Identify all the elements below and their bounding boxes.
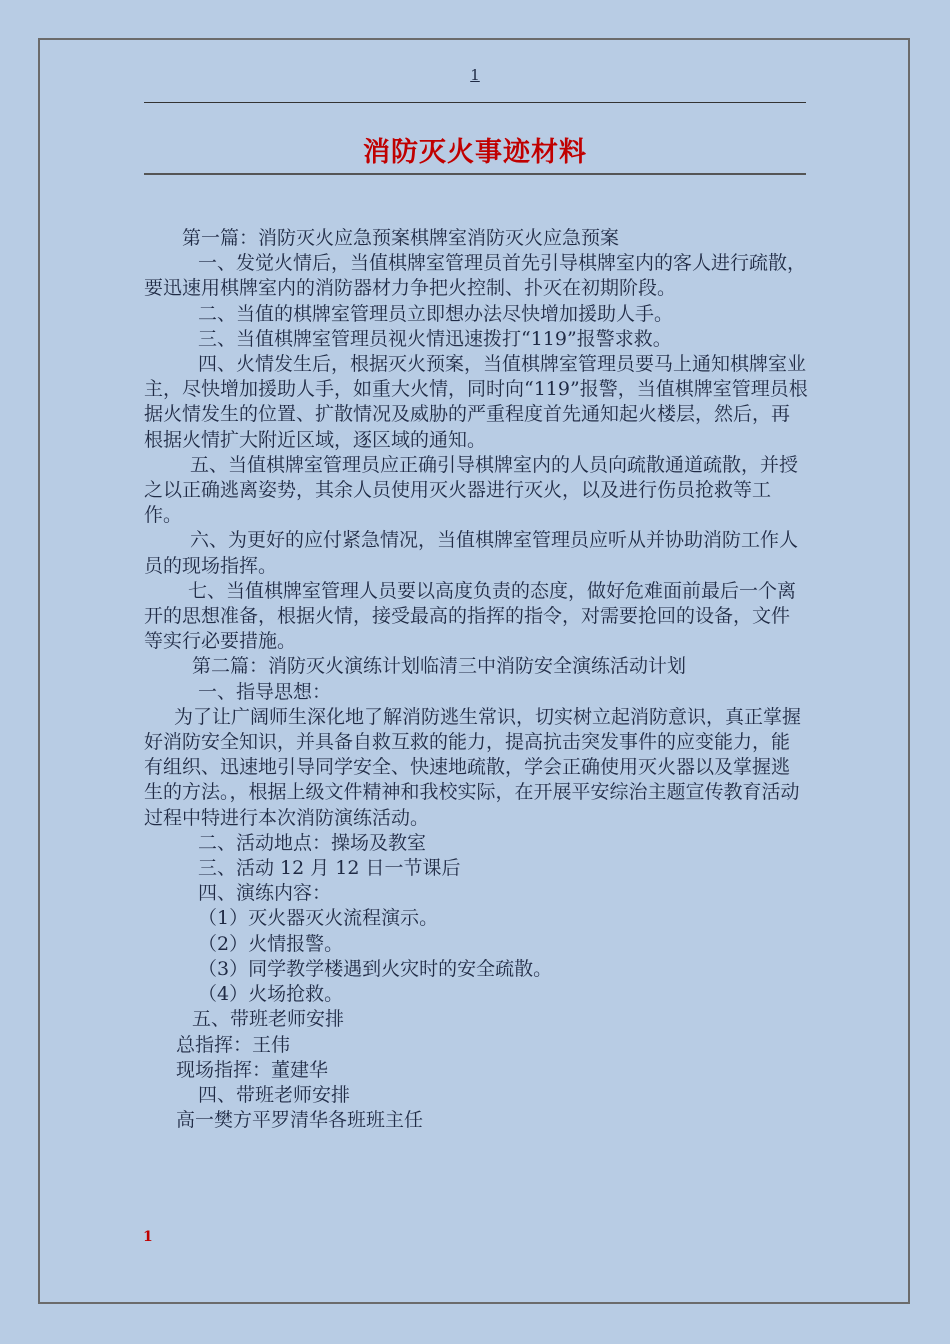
paragraph: 五、带班老师安排 bbox=[192, 1008, 345, 1031]
paragraph: 为了让广阔师生深化地了解消防逃生常识，切实树立起消防意识，真正掌握好消防安全知识，并具备自救互救的能力，提高抗击突发事件的应变能力，能有组织、迅速地引导同学安全、快速地疏散，学会正确使用灭火器以及掌握逃生的方法。，根据上级文件精神和我校实际，在开展平安综治主题宣传教育活动过程中特进行本次消防演练活动。 bbox=[144, 705, 802, 829]
section-heading: 第二篇：消防灭火演练计划临清三中消防安全演练活动计划 bbox=[192, 655, 687, 678]
paragraph: 一、发觉火情后，当值棋牌室管理员首先引导棋牌室内的客人进行疏散，要迅速用棋牌室内的消防器材力争把火控制、扑灭在初期阶段。 bbox=[144, 252, 807, 300]
list-item: （4）火场抢救。 bbox=[198, 983, 344, 1006]
list-item: （2）火情报警。 bbox=[198, 932, 344, 955]
paragraph: 三、活动 12 月 12 日一节课后 bbox=[198, 857, 461, 880]
paragraph: 三、当值棋牌室管理员视火情迅速拨打“119”报警求救。 bbox=[198, 327, 672, 350]
paragraph: 总指挥：王伟 bbox=[176, 1033, 291, 1056]
list-item: （3）同学教学楼遇到火灾时的安全疏散。 bbox=[198, 957, 553, 980]
title-rule bbox=[144, 173, 806, 175]
paragraph: 七、当值棋牌室管理人员要以高度负责的态度，做好危难面前最后一个离开的思想准备，根据火情，接受最高的指挥的指令，对需要抢回的设备，文件等实行必要措施。 bbox=[144, 579, 797, 653]
paragraph: 高一樊方平罗清华各班班主任 bbox=[176, 1109, 424, 1132]
paragraph: 二、当值的棋牌室管理员立即想办法尽快增加援助人手。 bbox=[198, 302, 674, 325]
paragraph: 五、当值棋牌室管理员应正确引导棋牌室内的人员向疏散通道疏散，并授之以正确逃离姿势，其余人员使用灭火器进行灭火，以及进行伤员抢救等工作。 bbox=[144, 453, 799, 527]
paragraph: 四、演练内容： bbox=[198, 882, 332, 905]
paragraph: 四、带班老师安排 bbox=[198, 1083, 351, 1106]
list-item: （1）灭火器灭火流程演示。 bbox=[198, 907, 439, 930]
paragraph: 四、火情发生后，根据灭火预案，当值棋牌室管理员要马上通知棋牌室业主，尽快增加援助人手，如重大火情，同时向“119”报警，当值棋牌室管理员根据火情发生的位置、扩散情况及威胁的严重程度首先通知起火楼层，然后，再根据火情扩大附近区域，逐区域的通知。 bbox=[144, 353, 808, 451]
header-rule bbox=[144, 102, 806, 103]
header-page-number: 1 bbox=[470, 66, 480, 84]
section-heading: 第一篇：消防灭火应急预案棋牌室消防灭火应急预案 bbox=[182, 227, 620, 249]
paragraph: 六、为更好的应付紧急情况，当值棋牌室管理员应听从并协助消防工作人员的现场指挥。 bbox=[144, 529, 799, 577]
footer-page-number: 1 bbox=[143, 1229, 153, 1245]
document-body bbox=[144, 226, 808, 1133]
document-title: 消防灭火事迹材料 bbox=[363, 137, 587, 168]
paragraph: 现场指挥：董建华 bbox=[176, 1058, 329, 1081]
paragraph: 一、指导思想： bbox=[198, 680, 332, 703]
paragraph: 二、活动地点：操场及教室 bbox=[198, 831, 427, 854]
